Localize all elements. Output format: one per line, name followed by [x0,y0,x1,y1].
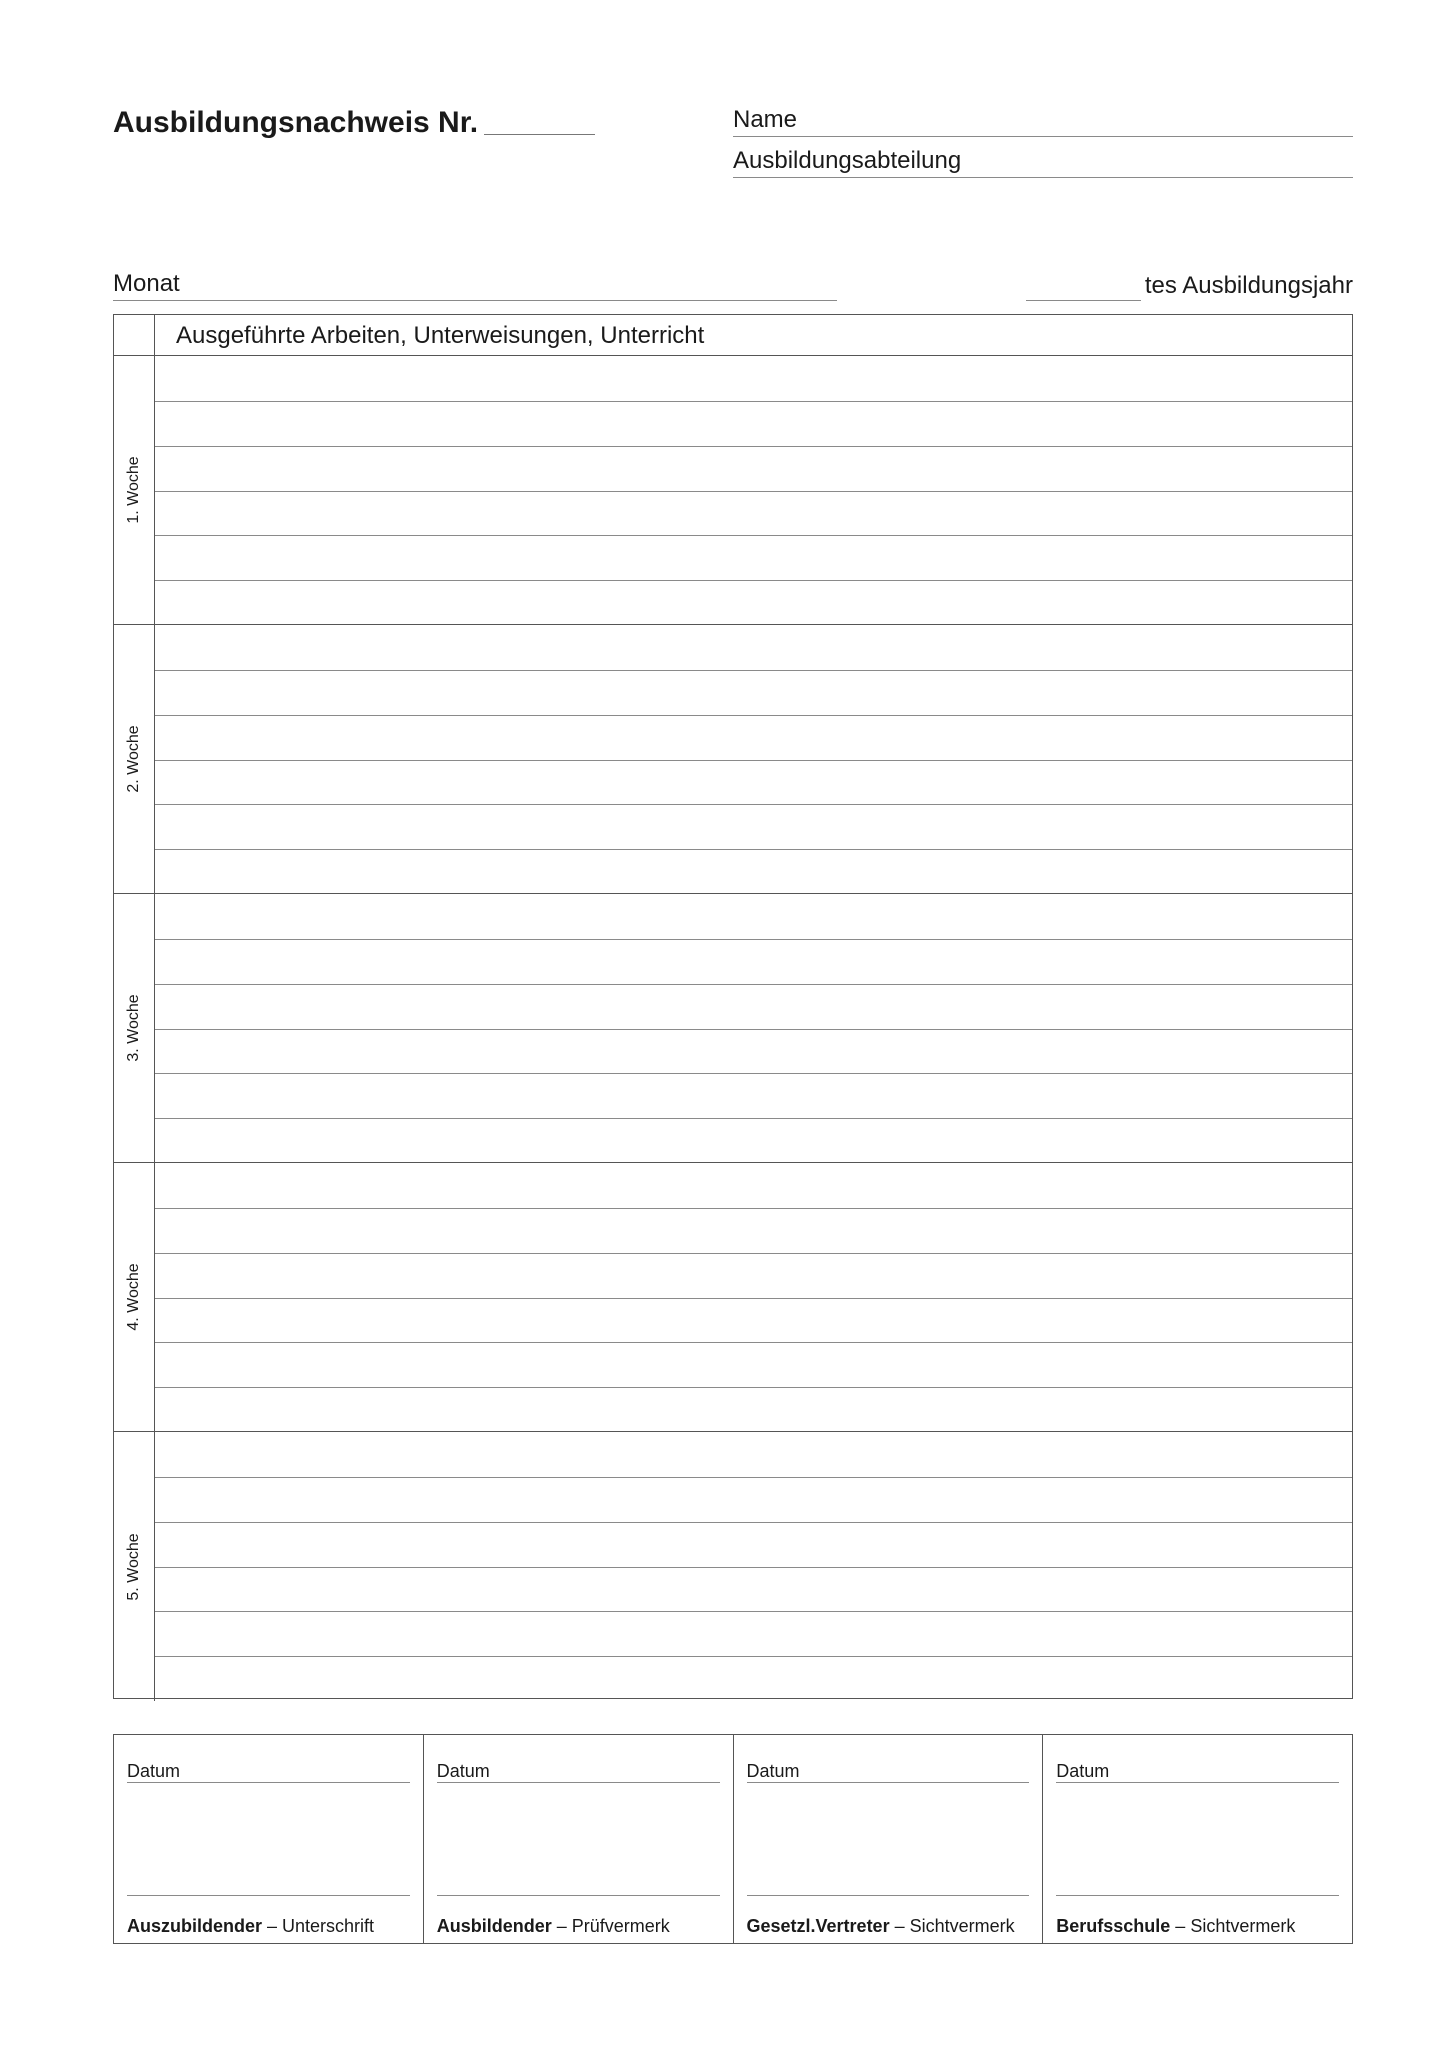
report-number-field[interactable] [484,134,595,135]
week-entry-area[interactable] [155,356,1352,624]
table-corner-cell [114,315,155,355]
name-label: Name [733,106,798,133]
date-label: Datum [746,1761,800,1781]
entry-line[interactable] [155,1387,1352,1388]
signature-caption [747,1916,1015,1937]
entry-line[interactable] [155,1342,1352,1343]
signature-action: Sichtvermerk [1190,1916,1296,1936]
entry-line[interactable] [155,1253,1352,1254]
entry-line[interactable] [155,849,1352,850]
date-label: Datum [436,1761,490,1781]
signature-action: Sichtvermerk [909,1916,1015,1936]
entry-line[interactable] [155,715,1352,716]
entry-line[interactable] [155,1611,1352,1612]
signature-field[interactable] [127,1895,410,1896]
week-label: 1. Woche [125,456,142,524]
signature-separator: – [262,1916,283,1936]
signature-separator: – [889,1916,910,1936]
week-section [114,1163,1352,1432]
signature-caption [437,1916,670,1937]
entry-line[interactable] [155,580,1352,581]
entry-line[interactable] [155,1298,1352,1299]
date-field[interactable] [437,1782,720,1783]
entry-line[interactable] [155,1073,1352,1074]
signature-field[interactable] [1056,1895,1339,1896]
signature-box [734,1735,1044,1943]
week-entry-area[interactable] [155,1163,1352,1431]
week-label: 3. Woche [125,994,142,1062]
weekly-report-table [113,314,1353,1699]
entry-line[interactable] [155,1477,1352,1478]
signature-separator: – [551,1916,572,1936]
signature-caption [127,1916,374,1937]
training-year-label: tes Ausbildungsjahr [1144,272,1353,299]
month-field[interactable] [113,270,837,301]
week-entry-area[interactable] [155,894,1352,1162]
signature-separator: – [1170,1916,1191,1936]
signature-role: Gesetzl.Vertreter [746,1916,890,1936]
signature-box [1043,1735,1352,1943]
signature-field[interactable] [437,1895,720,1896]
signature-role: Berufsschule [1056,1916,1171,1936]
week-section [114,894,1352,1163]
week-label: 5. Woche [125,1532,142,1601]
entry-line[interactable] [155,401,1352,402]
signature-box [114,1735,424,1943]
week-label-cell [114,1432,155,1701]
entry-line[interactable] [155,984,1352,985]
week-section [114,356,1352,625]
week-label-cell [114,1163,155,1431]
month-label: Monat [113,270,180,297]
entry-line[interactable] [155,535,1352,536]
date-field[interactable] [1056,1782,1339,1783]
date-field[interactable] [127,1782,410,1783]
week-section [114,1432,1352,1701]
entry-line[interactable] [155,939,1352,940]
column-header: Ausgeführte Arbeiten, Unterweisungen, Unterricht [176,322,705,349]
entry-line[interactable] [155,1522,1352,1523]
week-label-cell [114,625,155,893]
table-header [114,315,1352,356]
date-field[interactable] [747,1782,1030,1783]
week-label-cell [114,356,155,624]
entry-line[interactable] [155,1118,1352,1119]
signature-action: Unterschrift [282,1916,375,1936]
date-label: Datum [127,1761,181,1781]
training-year-field[interactable] [1026,300,1141,301]
entry-line[interactable] [155,1656,1352,1657]
document-title: Ausbildungsnachweis Nr. [113,106,479,139]
entry-line[interactable] [155,1567,1352,1568]
name-field[interactable] [733,106,1353,137]
department-field[interactable] [733,147,1353,178]
department-label: Ausbildungsabteilung [733,147,962,174]
entry-line[interactable] [155,1208,1352,1209]
week-section [114,625,1352,894]
date-label: Datum [1056,1761,1110,1781]
entry-line[interactable] [155,670,1352,671]
signature-action: Prüfvermerk [571,1916,670,1936]
week-label-cell [114,894,155,1162]
entry-line[interactable] [155,446,1352,447]
signature-box [424,1735,734,1943]
entry-line[interactable] [155,491,1352,492]
signature-section [113,1734,1353,1944]
week-entry-area[interactable] [155,625,1352,893]
entry-line[interactable] [155,760,1352,761]
entry-line[interactable] [155,1029,1352,1030]
week-entry-area[interactable] [155,1432,1352,1701]
signature-role: Ausbildender [436,1916,552,1936]
signature-field[interactable] [747,1895,1030,1896]
week-label: 2. Woche [125,725,142,793]
week-label: 4. Woche [125,1263,142,1331]
signature-caption [1056,1916,1295,1937]
signature-role: Auszubildender [127,1916,263,1936]
entry-line[interactable] [155,804,1352,805]
